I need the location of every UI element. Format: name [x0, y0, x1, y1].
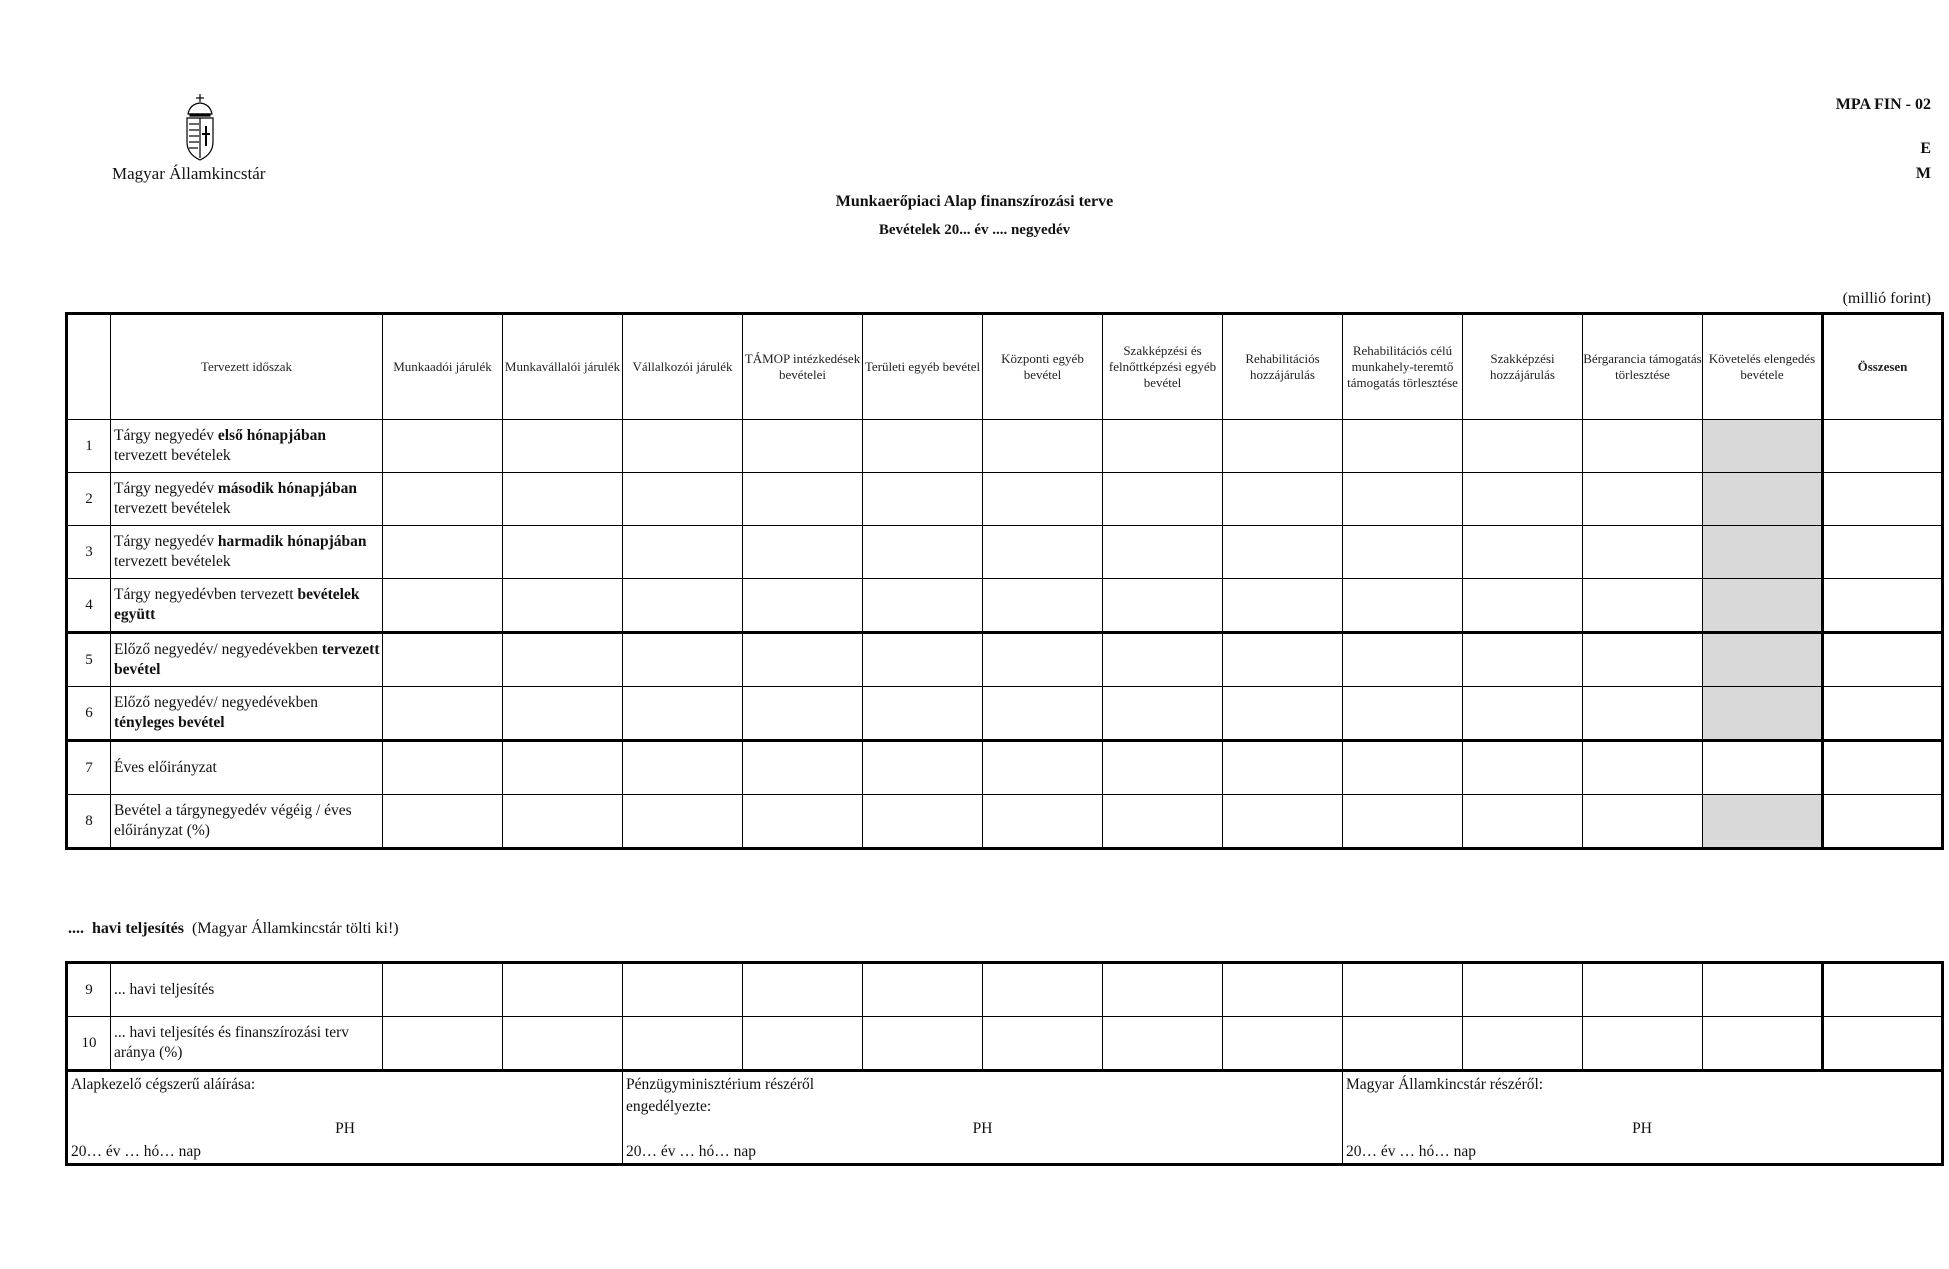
input-cell[interactable] [1463, 420, 1583, 473]
input-cell[interactable] [1223, 687, 1343, 741]
input-cell[interactable] [623, 687, 743, 741]
header-vocational-revenue: Szakképzési és felnőttképzési egyéb bevétel [1103, 314, 1223, 420]
row-number: 9 [67, 963, 111, 1017]
input-cell[interactable] [503, 473, 623, 526]
row-label-part: harmadik hónapjában [217, 532, 367, 550]
input-cell[interactable] [863, 687, 983, 741]
header-vocational-contribution: Szakképzési hozzájárulás [1463, 314, 1583, 420]
header-total: Összesen [1823, 314, 1943, 420]
input-cell[interactable] [383, 1017, 503, 1071]
table-row [67, 741, 1943, 795]
input-cell[interactable] [1343, 687, 1463, 741]
input-cell[interactable] [503, 633, 623, 687]
input-cell[interactable] [1103, 1017, 1223, 1071]
input-cell[interactable] [1583, 1017, 1703, 1071]
page-subtitle: Bevételek 20... év .... negyedév [878, 222, 1071, 238]
input-cell[interactable] [503, 963, 623, 1017]
input-cell[interactable] [1583, 795, 1703, 849]
input-cell[interactable] [623, 795, 743, 849]
input-cell[interactable] [1583, 687, 1703, 741]
input-cell[interactable] [1223, 579, 1343, 633]
header-regional-revenue: Területi egyéb bevétel [863, 314, 983, 420]
signature-date: 20… év … hó… nap [1346, 1143, 1477, 1160]
signature-label: Pénzügyminisztérium részéről engedélyezte: [626, 1076, 815, 1115]
input-cell[interactable] [743, 579, 863, 633]
section-heading-bold: havi teljesítés [92, 920, 184, 937]
row-label [111, 420, 383, 473]
input-cell[interactable] [983, 741, 1103, 795]
input-cell[interactable] [1583, 420, 1703, 473]
input-cell[interactable] [1703, 963, 1823, 1017]
section-heading [68, 920, 399, 938]
input-cell[interactable] [1703, 633, 1823, 687]
input-cell[interactable] [1223, 963, 1343, 1017]
row-label: ... havi teljesítés és finanszírozási terv aránya (%) [111, 1017, 383, 1071]
header-central-revenue: Központi egyéb bevétel [983, 314, 1103, 420]
input-cell[interactable] [1703, 1017, 1823, 1071]
header-rehab-contribution: Rehabilitációs hozzájárulás [1223, 314, 1343, 420]
input-cell[interactable] [623, 526, 743, 579]
input-cell[interactable] [1823, 963, 1943, 1017]
input-cell[interactable] [623, 473, 743, 526]
input-cell[interactable] [863, 526, 983, 579]
signature-label: Magyar Államkincstár részéről: [1346, 1076, 1544, 1093]
input-cell[interactable] [1343, 579, 1463, 633]
input-cell[interactable] [503, 579, 623, 633]
signature-cell-ministry [623, 1072, 1343, 1165]
row-label-part: Tárgy negyedévben tervezett [114, 585, 298, 603]
input-cell[interactable] [503, 526, 623, 579]
header-period: Tervezett időszak [111, 314, 383, 420]
org-name: Magyar Államkincstár [112, 164, 266, 183]
table-row [67, 579, 1943, 633]
input-cell[interactable] [503, 420, 623, 473]
row-label-part: Tárgy negyedév [114, 426, 218, 444]
stamp-placeholder: PH [1632, 1120, 1652, 1137]
signature-cell-fund-manager [67, 1072, 623, 1165]
table-row [67, 420, 1943, 473]
row-label-part: tervezett bevételek [114, 500, 231, 517]
header-employer-contribution: Munkaadói járulék [383, 314, 503, 420]
input-cell[interactable] [503, 687, 623, 741]
row-number: 4 [67, 579, 111, 633]
input-cell[interactable] [1343, 1017, 1463, 1071]
input-cell[interactable] [1463, 963, 1583, 1017]
input-cell[interactable] [503, 1017, 623, 1071]
input-cell[interactable] [1463, 473, 1583, 526]
row-label-part: tervezett bevételek [114, 553, 231, 570]
row-number: 8 [67, 795, 111, 849]
page-title: Munkaerőpiaci Alap finanszírozási terve [835, 193, 1114, 210]
input-cell[interactable] [1823, 633, 1943, 687]
input-cell[interactable] [1703, 526, 1823, 579]
row-label [111, 795, 383, 849]
row-label-part: Előző negyedév/ negyedévekben [114, 640, 322, 658]
row-label-part: második hónapjában [217, 479, 358, 497]
input-cell[interactable] [743, 1017, 863, 1071]
input-cell[interactable] [623, 741, 743, 795]
input-cell[interactable] [1343, 795, 1463, 849]
input-cell[interactable] [1343, 526, 1463, 579]
stamp-placeholder: PH [335, 1120, 355, 1137]
input-cell[interactable] [1103, 473, 1223, 526]
input-cell[interactable] [743, 633, 863, 687]
input-cell[interactable] [863, 633, 983, 687]
table-row [67, 473, 1943, 526]
input-cell[interactable] [1223, 526, 1343, 579]
input-cell[interactable] [1463, 579, 1583, 633]
input-cell[interactable] [383, 633, 503, 687]
input-cell[interactable] [1103, 420, 1223, 473]
signature-row [67, 1072, 1943, 1165]
table-row [67, 633, 1943, 687]
input-cell[interactable] [1463, 741, 1583, 795]
row-label [111, 687, 383, 741]
row-label-part: tényleges bevétel [114, 714, 225, 731]
input-cell[interactable] [1823, 795, 1943, 849]
table-header-row [67, 314, 1943, 420]
header-entrepreneur-contribution: Vállalkozói járulék [623, 314, 743, 420]
input-cell[interactable] [1103, 741, 1223, 795]
form-code: MPA FIN - 02 [1835, 96, 1931, 113]
input-cell[interactable] [1823, 687, 1943, 741]
header-tamop-revenue: TÁMOP intézkedések bevételei [743, 314, 863, 420]
table-row [67, 795, 1943, 849]
input-cell[interactable] [1223, 633, 1343, 687]
row-label [111, 633, 383, 687]
header-employee-contribution: Munkavállalói járulék [503, 314, 623, 420]
input-cell[interactable] [1223, 741, 1343, 795]
row-label [111, 526, 383, 579]
row-number: 1 [67, 420, 111, 473]
table-row [67, 1017, 1943, 1071]
input-cell[interactable] [1703, 579, 1823, 633]
input-cell[interactable] [503, 795, 623, 849]
table-row [67, 526, 1943, 579]
input-cell[interactable] [1583, 526, 1703, 579]
stamp-placeholder: PH [972, 1120, 993, 1137]
input-cell[interactable] [863, 795, 983, 849]
input-cell[interactable] [1223, 795, 1343, 849]
input-cell[interactable] [383, 579, 503, 633]
input-cell[interactable] [1463, 526, 1583, 579]
input-cell[interactable] [1703, 473, 1823, 526]
row-label-part: Tárgy negyedév [114, 532, 218, 550]
input-cell[interactable] [1703, 741, 1823, 795]
header-claim-waiver: Követelés elengedés bevétele [1703, 314, 1823, 420]
input-cell[interactable] [1583, 473, 1703, 526]
row-number: 3 [67, 526, 111, 579]
signature-label: Alapkezelő cégszerű aláírása: [71, 1076, 256, 1093]
input-cell[interactable] [1463, 687, 1583, 741]
signature-cell-treasury [1343, 1072, 1943, 1165]
input-cell[interactable] [1343, 633, 1463, 687]
input-cell[interactable] [383, 741, 503, 795]
input-cell[interactable] [983, 420, 1103, 473]
input-cell[interactable] [983, 963, 1103, 1017]
input-cell[interactable] [983, 473, 1103, 526]
section-heading-note: (Magyar Államkincstár tölti ki!) [191, 920, 399, 937]
row-label-part: bevételek együtt [114, 585, 360, 623]
row-label: ... havi teljesítés [111, 963, 383, 1017]
input-cell[interactable] [743, 473, 863, 526]
input-cell[interactable] [743, 420, 863, 473]
input-cell[interactable] [1103, 795, 1223, 849]
input-cell[interactable] [1103, 687, 1223, 741]
input-cell[interactable] [383, 473, 503, 526]
input-cell[interactable] [1823, 579, 1943, 633]
row-number: 6 [67, 687, 111, 741]
input-cell[interactable] [623, 420, 743, 473]
row-label-part: tervezett bevételek [114, 447, 231, 464]
input-cell[interactable] [863, 1017, 983, 1071]
input-cell[interactable] [1223, 473, 1343, 526]
input-cell[interactable] [1823, 741, 1943, 795]
input-cell[interactable] [623, 633, 743, 687]
input-cell[interactable] [1463, 633, 1583, 687]
row-label-part: Tárgy negyedév [114, 479, 218, 497]
input-cell[interactable] [1103, 963, 1223, 1017]
input-cell[interactable] [1703, 795, 1823, 849]
section-heading-dots: .... [68, 920, 84, 937]
input-cell[interactable] [1823, 1017, 1943, 1071]
input-cell[interactable] [383, 963, 503, 1017]
input-cell[interactable] [983, 795, 1103, 849]
input-cell[interactable] [1343, 420, 1463, 473]
header-rehab-job-creation: Rehabilitációs célú munkahely-teremtő támogatás törlesztése [1343, 314, 1463, 420]
row-label [111, 579, 383, 633]
input-cell[interactable] [983, 579, 1103, 633]
input-cell[interactable] [1583, 963, 1703, 1017]
input-cell[interactable] [383, 795, 503, 849]
input-cell[interactable] [1703, 420, 1823, 473]
monthly-performance-table [65, 961, 1944, 1072]
form-code-m: M [1915, 165, 1931, 182]
header-num [67, 314, 111, 420]
input-cell[interactable] [743, 963, 863, 1017]
input-cell[interactable] [1103, 579, 1223, 633]
input-cell[interactable] [1583, 633, 1703, 687]
table-row [67, 963, 1943, 1017]
input-cell[interactable] [1823, 420, 1943, 473]
input-cell[interactable] [1343, 473, 1463, 526]
input-cell[interactable] [983, 1017, 1103, 1071]
row-label-part: Előző negyedév/ negyedévekben [114, 693, 318, 711]
input-cell[interactable] [1343, 963, 1463, 1017]
row-number: 10 [67, 1017, 111, 1071]
form-code-e: E [1920, 140, 1931, 157]
signature-date: 20… év … hó… nap [71, 1143, 202, 1160]
input-cell[interactable] [623, 1017, 743, 1071]
unit-label: (millió forint) [1842, 290, 1931, 307]
input-cell[interactable] [863, 579, 983, 633]
input-cell[interactable] [863, 741, 983, 795]
row-label-part: első hónapjában [217, 426, 326, 444]
input-cell[interactable] [983, 526, 1103, 579]
row-label [111, 741, 383, 795]
row-label-part: Éves előirányzat [114, 758, 217, 776]
row-number: 5 [67, 633, 111, 687]
input-cell[interactable] [1343, 741, 1463, 795]
input-cell[interactable] [1463, 1017, 1583, 1071]
input-cell[interactable] [743, 687, 863, 741]
input-cell[interactable] [1223, 1017, 1343, 1071]
row-number: 2 [67, 473, 111, 526]
input-cell[interactable] [503, 741, 623, 795]
input-cell[interactable] [743, 526, 863, 579]
input-cell[interactable] [383, 687, 503, 741]
table-row [67, 687, 1943, 741]
input-cell[interactable] [623, 963, 743, 1017]
input-cell[interactable] [1823, 473, 1943, 526]
input-cell[interactable] [383, 420, 503, 473]
input-cell[interactable] [1103, 633, 1223, 687]
input-cell[interactable] [983, 633, 1103, 687]
coat-of-arms-logo [180, 92, 220, 164]
input-cell[interactable] [863, 473, 983, 526]
input-cell[interactable] [983, 687, 1103, 741]
row-label-part: tervezett bevétel [114, 640, 380, 678]
input-cell[interactable] [623, 579, 743, 633]
input-cell[interactable] [1823, 526, 1943, 579]
input-cell[interactable] [863, 420, 983, 473]
input-cell[interactable] [743, 795, 863, 849]
row-number: 7 [67, 741, 111, 795]
input-cell[interactable] [1703, 687, 1823, 741]
header-wage-guarantee: Bérgarancia támogatás törlesztése [1583, 314, 1703, 420]
input-cell[interactable] [863, 963, 983, 1017]
input-cell[interactable] [743, 741, 863, 795]
input-cell[interactable] [1583, 579, 1703, 633]
input-cell[interactable] [383, 526, 503, 579]
input-cell[interactable] [1463, 795, 1583, 849]
row-label [111, 473, 383, 526]
input-cell[interactable] [1103, 526, 1223, 579]
row-label-part: Bevétel a tárgynegyedév végéig / éves előirányzat (%) [114, 801, 352, 839]
revenue-plan-table [65, 312, 1944, 850]
input-cell[interactable] [1223, 420, 1343, 473]
signature-date: 20… év … hó… nap [626, 1143, 757, 1160]
input-cell[interactable] [1583, 741, 1703, 795]
signature-table [65, 1071, 1944, 1166]
